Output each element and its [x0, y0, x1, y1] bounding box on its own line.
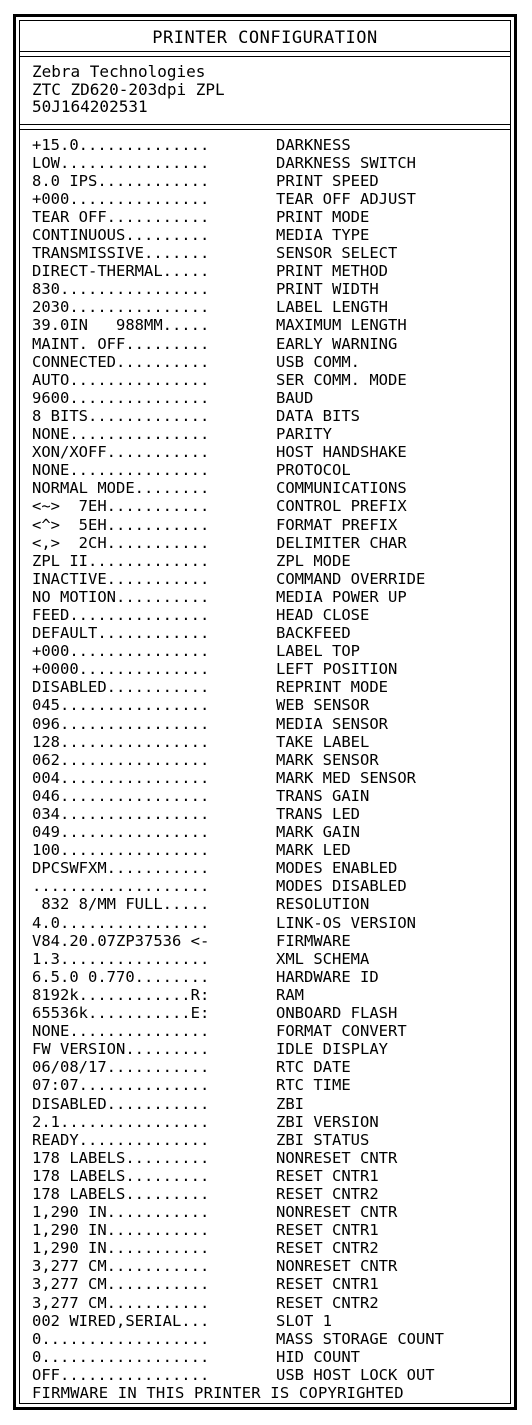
setting-name: RESET CNTR1: [276, 1166, 379, 1185]
setting-row: [32, 950, 510, 968]
setting-name: PRINT SPEED: [276, 171, 379, 190]
setting-name: FORMAT CONVERT: [276, 1022, 407, 1041]
setting-value: 049................: [32, 823, 210, 842]
setting-name: MAXIMUM LENGTH: [276, 316, 407, 335]
setting-value: TEAR OFF...........: [32, 207, 210, 226]
setting-row: [32, 1040, 510, 1058]
setting-row: [32, 1094, 510, 1112]
setting-value: 1,290 IN...........: [32, 1239, 210, 1258]
setting-value: 1,290 IN...........: [32, 1221, 210, 1240]
setting-name: TAKE LABEL: [276, 732, 370, 751]
setting-row: [32, 335, 510, 353]
setting-row: [32, 443, 510, 461]
setting-name: FIRMWARE: [276, 931, 351, 950]
setting-name: LABEL LENGTH: [276, 298, 388, 317]
setting-name: SENSOR SELECT: [276, 244, 398, 263]
setting-row: [32, 787, 510, 805]
setting-name: MASS STORAGE COUNT: [276, 1329, 444, 1348]
setting-value: 07:07..............: [32, 1076, 210, 1095]
setting-row: [32, 298, 510, 316]
setting-value: DISABLED...........: [32, 1094, 210, 1113]
setting-row: [32, 425, 510, 443]
setting-row: [32, 968, 510, 986]
setting-value: CONNECTED..........: [32, 352, 210, 371]
setting-name: HOST HANDSHAKE: [276, 443, 407, 462]
setting-value: 9600...............: [32, 388, 210, 407]
setting-row: [32, 316, 510, 334]
setting-row: [32, 208, 510, 226]
setting-value: 2030...............: [32, 298, 210, 317]
setting-value: 178 LABELS.........: [32, 1148, 210, 1167]
setting-name: COMMAND OVERRIDE: [276, 569, 426, 588]
setting-row: [32, 606, 510, 624]
setting-value: NONE...............: [32, 1022, 210, 1041]
setting-name: REPRINT MODE: [276, 678, 388, 697]
setting-value: 4.0................: [32, 913, 210, 932]
setting-row: [32, 624, 510, 642]
setting-row: [32, 769, 510, 787]
setting-row: [32, 914, 510, 932]
setting-value: 178 LABELS.........: [32, 1184, 210, 1203]
setting-value: CONTINUOUS.........: [32, 226, 210, 245]
setting-value: DISABLED...........: [32, 678, 210, 697]
setting-row: [32, 136, 510, 154]
setting-name: RESOLUTION: [276, 895, 370, 914]
setting-name: MEDIA SENSOR: [276, 714, 388, 733]
setting-value: 1.3................: [32, 949, 210, 968]
setting-value: READY..............: [32, 1130, 210, 1149]
setting-name: PRINT WIDTH: [276, 280, 379, 299]
setting-value: 046................: [32, 786, 210, 805]
setting-name: RAM: [276, 985, 304, 1004]
setting-value: NO MOTION..........: [32, 587, 210, 606]
setting-name: DARKNESS: [276, 135, 351, 154]
setting-row: [32, 407, 510, 425]
setting-value: TRANSMISSIVE.......: [32, 244, 210, 263]
setting-row: [32, 1312, 510, 1330]
setting-name: HARDWARE ID: [276, 967, 379, 986]
setting-row: [32, 986, 510, 1004]
setting-name: RTC TIME: [276, 1076, 351, 1095]
setting-row: [32, 1275, 510, 1293]
setting-row: [32, 353, 510, 371]
setting-value: INACTIVE...........: [32, 569, 210, 588]
setting-value: V84.20.07ZP37536 <-: [32, 931, 210, 950]
settings-list: [20, 130, 510, 1384]
setting-row: [32, 895, 510, 913]
setting-value: +000...............: [32, 189, 210, 208]
setting-value: 8 BITS.............: [32, 406, 210, 425]
setting-name: BACKFEED: [276, 624, 351, 643]
setting-name: RTC DATE: [276, 1058, 351, 1077]
setting-value: NONE...............: [32, 461, 210, 480]
setting-value: NORMAL MODE........: [32, 479, 210, 498]
setting-row: [32, 479, 510, 497]
setting-name: COMMUNICATIONS: [276, 479, 407, 498]
setting-name: CONTROL PREFIX: [276, 497, 407, 516]
label-inner-frame: [19, 20, 511, 1404]
setting-row: [32, 1203, 510, 1221]
setting-value: 002 WIRED,SERIAL...: [32, 1311, 210, 1330]
setting-value: 830................: [32, 280, 210, 299]
setting-value: ...................: [32, 877, 210, 896]
setting-row: [32, 660, 510, 678]
setting-value: +15.0..............: [32, 135, 210, 154]
setting-row: [32, 1257, 510, 1275]
printer-configuration-label: [13, 14, 517, 1410]
setting-row: [32, 859, 510, 877]
setting-value: <^> 5EH...........: [32, 515, 210, 534]
setting-value: <,> 2CH...........: [32, 533, 210, 552]
setting-value: 0..................: [32, 1329, 210, 1348]
setting-row: [32, 1185, 510, 1203]
setting-name: MEDIA POWER UP: [276, 587, 407, 606]
setting-row: [32, 1113, 510, 1131]
setting-row: [32, 262, 510, 280]
setting-name: PARITY: [276, 425, 332, 444]
setting-row: [32, 1167, 510, 1185]
setting-value: NONE...............: [32, 425, 210, 444]
setting-row: [32, 932, 510, 950]
setting-row: [32, 1348, 510, 1366]
setting-value: +000...............: [32, 642, 210, 661]
setting-name: SLOT 1: [276, 1311, 332, 1330]
setting-name: NONRESET CNTR: [276, 1148, 398, 1167]
setting-name: ZBI: [276, 1094, 304, 1113]
setting-name: USB COMM.: [276, 352, 360, 371]
setting-value: DPCSWFXM...........: [32, 859, 210, 878]
setting-value: LOW................: [32, 153, 210, 172]
setting-row: [32, 841, 510, 859]
setting-name: DATA BITS: [276, 406, 360, 425]
setting-value: 178 LABELS.........: [32, 1166, 210, 1185]
setting-name: MODES DISABLED: [276, 877, 407, 896]
setting-row: [32, 1294, 510, 1312]
setting-row: [32, 497, 510, 515]
setting-name: PROTOCOL: [276, 461, 351, 480]
serial-number: 50J164202531: [32, 97, 148, 116]
setting-name: MARK LED: [276, 841, 351, 860]
setting-value: 128................: [32, 732, 210, 751]
setting-row: [32, 570, 510, 588]
setting-row: [32, 226, 510, 244]
printer-identity: [20, 57, 510, 124]
setting-name: PRINT METHOD: [276, 262, 388, 281]
copyright-notice: FIRMWARE IN THIS PRINTER IS COPYRIGHTED: [32, 1383, 404, 1402]
setting-name: IDLE DISPLAY: [276, 1040, 388, 1059]
setting-row: [32, 1149, 510, 1167]
setting-value: 045................: [32, 696, 210, 715]
setting-name: LABEL TOP: [276, 642, 360, 661]
setting-row: [32, 1221, 510, 1239]
setting-value: 3,277 CM...........: [32, 1293, 210, 1312]
setting-value: DEFAULT............: [32, 624, 210, 643]
setting-row: [32, 588, 510, 606]
setting-name: HID COUNT: [276, 1347, 360, 1366]
setting-row: [32, 1239, 510, 1257]
setting-name: MARK SENSOR: [276, 750, 379, 769]
model: ZTC ZD620-203dpi ZPL: [32, 79, 225, 99]
setting-name: PRINT MODE: [276, 207, 370, 226]
setting-value: 2.1................: [32, 1112, 210, 1131]
setting-row: [32, 1366, 510, 1384]
setting-name: RESET CNTR2: [276, 1239, 379, 1258]
setting-row: [32, 805, 510, 823]
setting-name: ZBI STATUS: [276, 1130, 370, 1149]
setting-value: <~> 7EH...........: [32, 497, 210, 516]
setting-value: FW VERSION.........: [32, 1040, 210, 1059]
setting-name: TEAR OFF ADJUST: [276, 189, 416, 208]
setting-row: [32, 534, 510, 552]
setting-value: 034................: [32, 805, 210, 824]
manufacturer: Zebra Technologies: [32, 62, 206, 81]
setting-name: RESET CNTR1: [276, 1275, 379, 1294]
setting-value: 100................: [32, 841, 210, 860]
setting-value: 8192k............R:: [32, 985, 210, 1004]
setting-name: XML SCHEMA: [276, 949, 370, 968]
setting-name: MARK GAIN: [276, 823, 360, 842]
setting-name: TRANS GAIN: [276, 786, 370, 805]
setting-value: 062................: [32, 750, 210, 769]
setting-value: 832 8/MM FULL.....: [32, 895, 210, 914]
setting-name: EARLY WARNING: [276, 334, 398, 353]
setting-name: NONRESET CNTR: [276, 1203, 398, 1222]
setting-row: [32, 733, 510, 751]
setting-row: [32, 642, 510, 660]
setting-name: USB HOST LOCK OUT: [276, 1365, 435, 1384]
setting-value: 096................: [32, 714, 210, 733]
setting-name: TRANS LED: [276, 805, 360, 824]
setting-row: [32, 515, 510, 533]
setting-value: 004................: [32, 768, 210, 787]
setting-value: XON/XOFF...........: [32, 443, 210, 462]
setting-value: 6.5.0 0.770........: [32, 967, 210, 986]
setting-value: MAINT. OFF.........: [32, 334, 210, 353]
setting-name: MEDIA TYPE: [276, 226, 370, 245]
setting-value: 8.0 IPS............: [32, 171, 210, 190]
setting-name: RESET CNTR2: [276, 1184, 379, 1203]
setting-name: RESET CNTR1: [276, 1221, 379, 1240]
setting-row: [32, 1022, 510, 1040]
setting-value: 65536k...........E:: [32, 1004, 210, 1023]
setting-value: 1,290 IN...........: [32, 1203, 210, 1222]
setting-value: OFF................: [32, 1365, 210, 1384]
setting-row: [32, 154, 510, 172]
setting-row: [32, 715, 510, 733]
setting-name: LINK-OS VERSION: [276, 913, 416, 932]
setting-name: WEB SENSOR: [276, 696, 370, 715]
setting-row: [32, 280, 510, 298]
setting-row: [32, 1004, 510, 1022]
setting-name: MODES ENABLED: [276, 859, 398, 878]
setting-row: [32, 190, 510, 208]
setting-row: [32, 823, 510, 841]
setting-name: MARK MED SENSOR: [276, 768, 416, 787]
setting-value: AUTO...............: [32, 370, 210, 389]
setting-value: 3,277 CM...........: [32, 1275, 210, 1294]
setting-row: [32, 461, 510, 479]
setting-value: 39.0IN 988MM.....: [32, 316, 210, 335]
setting-row: [32, 751, 510, 769]
setting-name: BAUD: [276, 388, 314, 407]
setting-name: ZBI VERSION: [276, 1112, 379, 1131]
setting-row: [32, 552, 510, 570]
setting-row: [32, 389, 510, 407]
setting-row: [32, 371, 510, 389]
setting-value: DIRECT-THERMAL.....: [32, 262, 210, 281]
setting-name: DARKNESS SWITCH: [276, 153, 416, 172]
setting-value: +0000..............: [32, 660, 210, 679]
setting-value: 3,277 CM...........: [32, 1257, 210, 1276]
setting-name: NONRESET CNTR: [276, 1257, 398, 1276]
setting-row: [32, 877, 510, 895]
page-title: PRINTER CONFIGURATION: [152, 28, 378, 48]
setting-value: 0..................: [32, 1347, 210, 1366]
setting-row: [32, 244, 510, 262]
setting-row: [32, 1058, 510, 1076]
setting-row: [32, 1076, 510, 1094]
setting-value: FEED...............: [32, 605, 210, 624]
setting-row: [32, 696, 510, 714]
setting-row: [32, 1131, 510, 1149]
setting-name: ONBOARD FLASH: [276, 1004, 398, 1023]
setting-name: ZPL MODE: [276, 551, 351, 570]
setting-name: SER COMM. MODE: [276, 370, 407, 389]
setting-name: FORMAT PREFIX: [276, 515, 398, 534]
setting-row: [32, 1330, 510, 1348]
setting-name: LEFT POSITION: [276, 660, 398, 679]
setting-value: ZPL II.............: [32, 551, 210, 570]
setting-name: DELIMITER CHAR: [276, 533, 407, 552]
setting-row: [32, 678, 510, 696]
setting-row: [32, 172, 510, 190]
setting-name: RESET CNTR2: [276, 1293, 379, 1312]
setting-name: HEAD CLOSE: [276, 605, 370, 624]
setting-value: 06/08/17...........: [32, 1058, 210, 1077]
